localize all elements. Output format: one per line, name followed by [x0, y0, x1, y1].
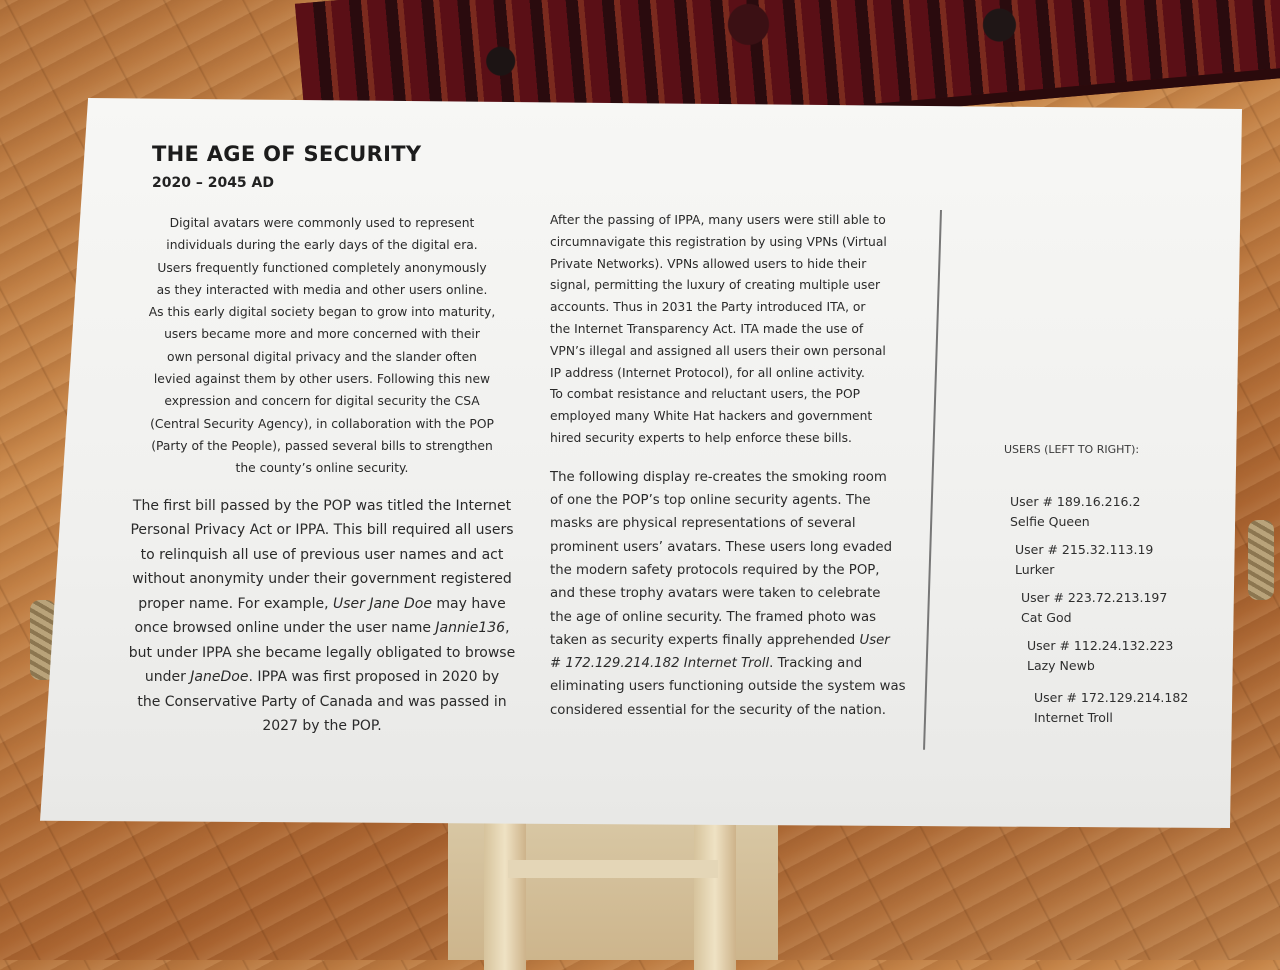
- text-column-middle: [550, 210, 960, 722]
- user-id: User # 172.129.214.182: [1034, 690, 1189, 705]
- left-paragraph-1: Digital avatars were commonly used to represent individuals during the early days of the digital era. Users frequently functioned completely anonymously as they interacted with media and other users online. As this early digital society began to grow into maturity, users became more and more concerned with their own personal digital privacy and the slander often levied against them by other users. Following this new expression and concern for digital security the CSA (Central Security Agency), in collaboration with the POP (Party of the People), passed several bills to strengthen the county’s online security.: [148, 216, 496, 476]
- user-alias: Internet Troll: [1034, 710, 1113, 725]
- user-alias: Lurker: [1015, 562, 1055, 577]
- text-run: The first bill passed by the POP was titled the Internet Personal Privacy Act or IPPA. This bill required all users to relinquish all use of previous user names and act without anonymity under their government registered proper name. For example,: [130, 497, 514, 612]
- text-run: may have once browsed online under the user name: [134, 595, 506, 637]
- user-entry: [1034, 688, 1188, 728]
- text-run-italic: User # 172.129.214.182 Internet Troll: [550, 632, 890, 672]
- text-run: The following display re-creates the smoking room of one the POP’s top online security agents. The masks are physical representations of several prominent users’ avatars. These users long evaded the modern safety protocols required by the POP, and these trophy avatars were taken to celebrate the age of online security. The framed photo was taken as security experts finally apprehended: [550, 469, 893, 648]
- user-id: User # 112.24.132.223: [1027, 638, 1174, 653]
- users-heading: USERS (LEFT TO RIGHT):: [1004, 443, 1140, 456]
- user-entry: [1027, 636, 1173, 676]
- user-alias: Lazy Newb: [1027, 658, 1095, 673]
- sign-subtitle: 2020 – 2045 AD: [152, 175, 275, 191]
- stand-rail: [508, 860, 718, 878]
- user-id: User # 215.32.113.19: [1015, 542, 1154, 557]
- text-run: , but under IPPA she became legally obligated to browse under: [128, 620, 516, 686]
- user-entry: [1021, 588, 1167, 628]
- text-run-italic: User Jane Doe: [332, 595, 432, 612]
- text-run: . IPPA was first proposed in 2020 by the Conservative Party of Canada and was passed in 2027 by the POP.: [137, 669, 507, 735]
- user-alias: Cat God: [1021, 610, 1072, 625]
- user-entry: [1015, 540, 1153, 580]
- stand-leg-left: [484, 820, 526, 970]
- sign-stand: [448, 820, 778, 960]
- text-run: . Tracking and eliminating users functioning outside the system was considered essential for the security of the nation.: [550, 656, 906, 718]
- left-paragraph-2: [112, 494, 532, 739]
- user-id: User # 189.16.216.2: [1010, 494, 1141, 509]
- rope-right: [1248, 520, 1274, 600]
- stand-leg-right: [694, 820, 736, 970]
- user-alias: Selfie Queen: [1010, 514, 1090, 529]
- text-column-left: [112, 212, 532, 739]
- text-run-italic: Jannie136: [435, 620, 506, 637]
- text-run-italic: JaneDoe: [190, 669, 249, 686]
- user-entry: [1010, 492, 1140, 532]
- user-id: User # 223.72.213.197: [1021, 590, 1168, 605]
- middle-paragraph-1: After the passing of IPPA, many users were still able to circumnavigate this registration by using VPNs (Virtual Private Networks). VPNs allowed users to hide their signal, permitting the luxury of creating multiple user accounts. Thus in 2031 the Party introduced ITA, or the Internet Transparency Act. ITA made the use of VPN’s illegal and assigned all users their own personal IP address (Internet Protocol), for all online activity. To combat resistance and reluctant users, the POP employed many White Hat hackers and government hired security experts to help enforce these bills.: [550, 213, 887, 445]
- sign-title: THE AGE OF SECURITY: [152, 142, 422, 166]
- middle-paragraph-2: [550, 466, 960, 722]
